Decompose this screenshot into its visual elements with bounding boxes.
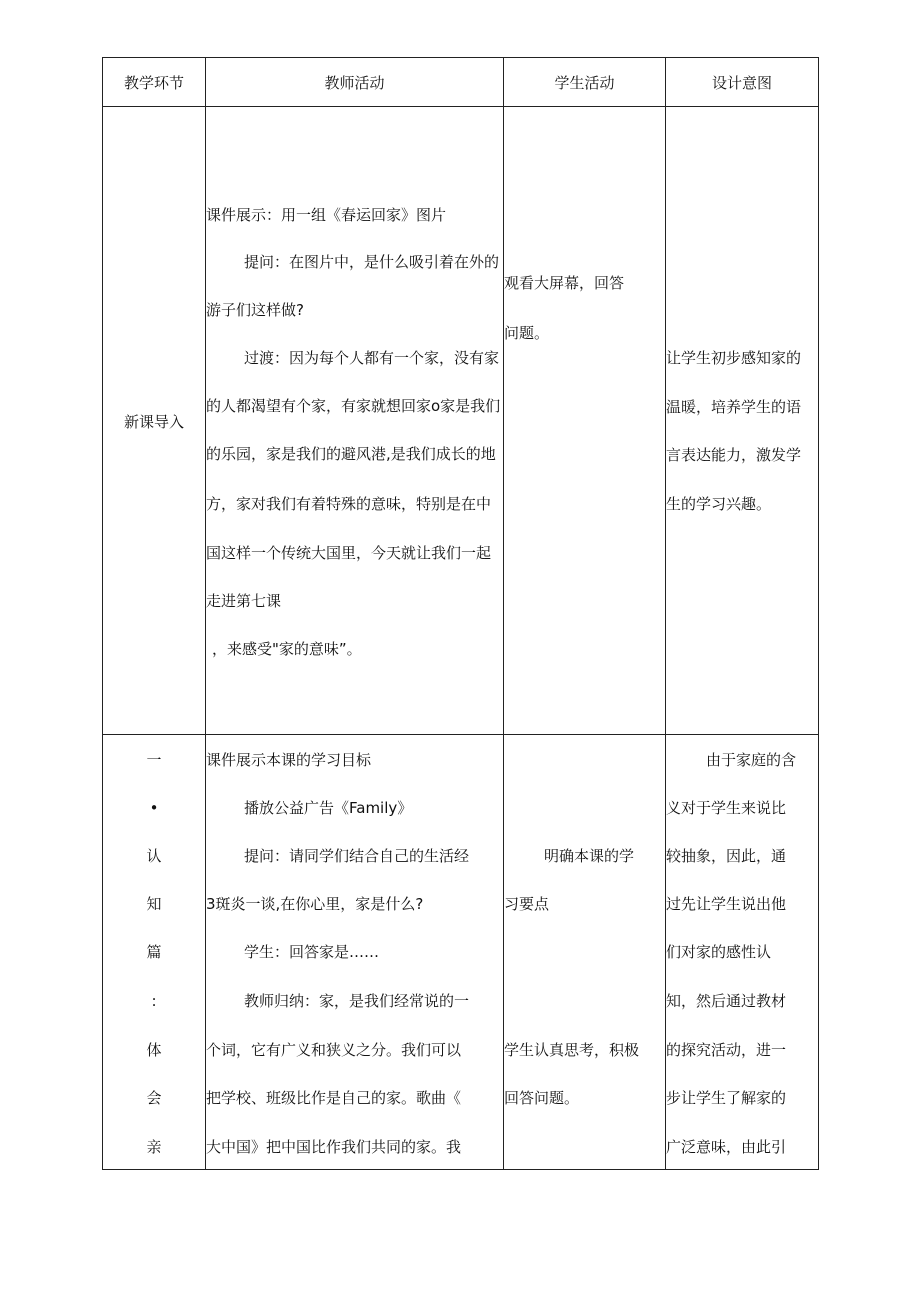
row1-design-line: 温暖，培养学生的语	[666, 398, 802, 416]
header-student-activity: 学生活动	[554, 73, 615, 92]
row2-design-line: 的探究活动，进一	[666, 1041, 787, 1059]
row2-teacher-line: 播放公益广告《Family》	[244, 799, 413, 817]
row2-teacher-line: 学生：回答家是……	[244, 943, 380, 961]
row2-teacher-line: 教师归纳：家，是我们经常说的一	[244, 992, 470, 1010]
row2-stage-char: :	[151, 992, 157, 1010]
row2-stage-char: 篇	[146, 943, 162, 961]
row1-student-line: 观看大屏幕，回答	[504, 274, 625, 292]
row2-student-line: 回答问题。	[504, 1089, 580, 1107]
row2-stage-char: 体	[146, 1041, 162, 1059]
row1-teacher-line: 的人都渴望有个家，有家就想回家o家是我们	[206, 397, 501, 415]
row2-student-line: 明确本课的学	[544, 847, 635, 865]
row1-teacher-line: 的乐园，家是我们的避风港,是我们成长的地	[206, 445, 496, 463]
row1-teacher-line: 课件展示：用一组《春运回家》图片	[206, 206, 447, 224]
row2-stage-char: 认	[146, 847, 162, 865]
row2-design-line: 过先让学生说出他	[666, 895, 787, 913]
row2-design-line: 们对家的感性认	[666, 943, 772, 961]
row1-teacher-line: 提问：在图片中，是什么吸引着在外的	[244, 253, 500, 271]
row1-design-line: 生的学习兴趣。	[666, 495, 772, 513]
row2-design-line: 步让学生了解家的	[666, 1089, 787, 1107]
row1-teacher-line: ，来感受"家的意味”。	[212, 640, 362, 658]
table-border-right	[818, 57, 819, 1170]
row1-teacher-line: 方，家对我们有着特殊的意味，特别是在中	[206, 495, 492, 513]
row2-teacher-line: 把学校、班级比作是自己的家。歌曲《	[206, 1089, 462, 1107]
row1-teacher-line: 过渡：因为每个人都有一个家，没有家	[244, 349, 500, 367]
row2-teacher-line: 个词，它有广义和狭义之分。我们可以	[206, 1041, 462, 1059]
row1-teacher-line: 游子们这样做?	[206, 301, 304, 319]
row1-student-line: 问题。	[504, 324, 550, 342]
row2-teacher-line: 课件展示本课的学习目标	[206, 751, 372, 769]
row2-stage-char: 一	[146, 751, 162, 769]
header-divider	[102, 106, 819, 107]
row2-teacher-line: 大中国》把中国比作我们共同的家。我	[206, 1138, 462, 1156]
row2-student-line: 学生认真思考，积极	[504, 1041, 640, 1059]
row2-design-line: 较抽象，因此，通	[666, 847, 787, 865]
row1-design-line: 让学生初步感知家的	[666, 349, 802, 367]
column-divider-2	[503, 57, 504, 1170]
row1-teacher-line: 走进第七课	[206, 592, 282, 610]
row1-stage: 新课导入	[123, 413, 184, 431]
row2-teacher-line: 3斑炎一谈,在你心里，家是什么?	[206, 895, 424, 913]
row2-design-line: 知，然后通过教材	[666, 992, 787, 1010]
header-design-intent: 设计意图	[711, 73, 772, 92]
row2-student-line: 习要点	[504, 895, 550, 913]
row2-stage-char: •	[149, 799, 159, 817]
header-teacher-activity: 教师活动	[324, 73, 385, 92]
row2-design-line: 义对于学生来说比	[666, 799, 787, 817]
row2-stage-char: 亲	[146, 1138, 162, 1156]
row2-design-line: 广泛意味，由此引	[666, 1138, 787, 1156]
row2-stage-char: 会	[146, 1089, 162, 1107]
row-divider	[102, 734, 819, 735]
row1-design-line: 言表达能力，激发学	[666, 446, 802, 464]
row2-stage-char: 知	[146, 895, 162, 913]
row1-teacher-line: 国这样一个传统大国里，今天就让我们一起	[206, 544, 492, 562]
row2-design-line: 由于家庭的含	[706, 751, 797, 769]
table-border-bottom	[102, 1169, 819, 1170]
header-stage: 教学环节	[123, 73, 184, 92]
row2-teacher-line: 提问：请同学们结合自己的生活经	[244, 847, 470, 865]
